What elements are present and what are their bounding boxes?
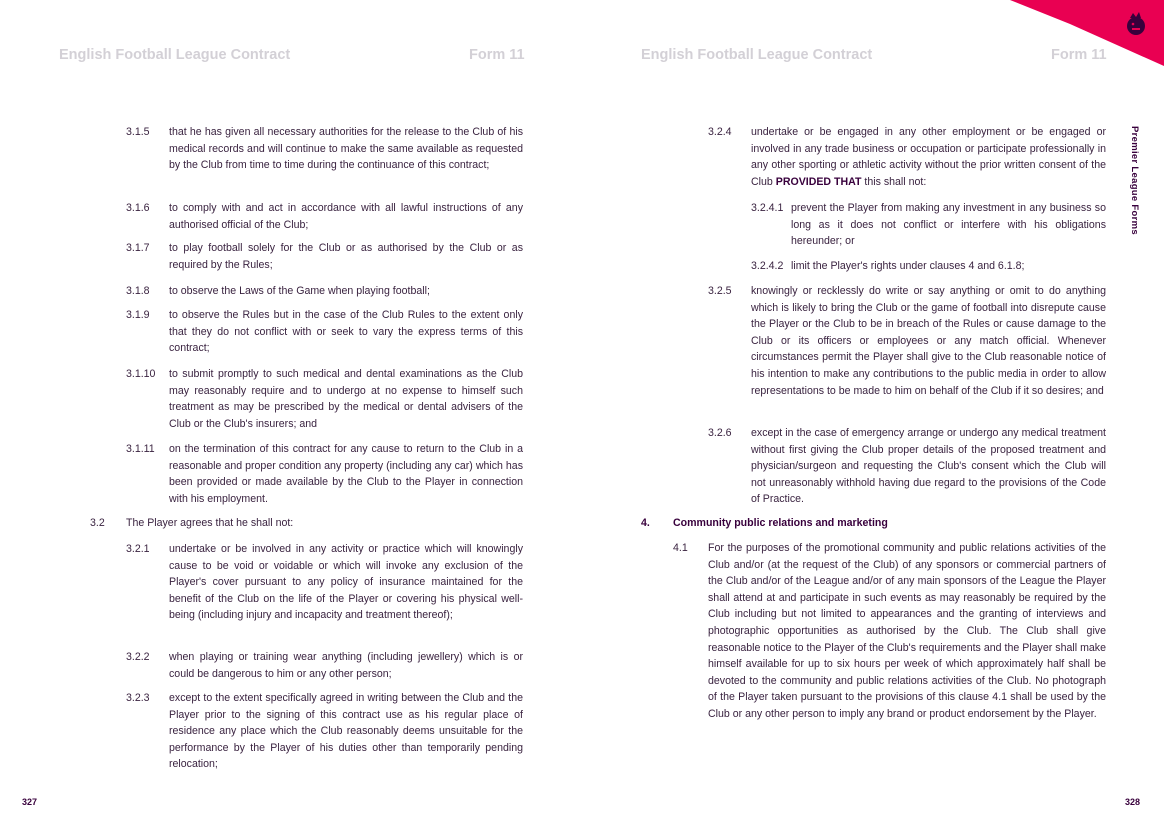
left-page-number: 327	[22, 797, 38, 807]
left-header-title: English Football League Contract	[59, 47, 291, 63]
right-header-form: Form 11	[1051, 47, 1107, 63]
right-page-content: 3.2.4 undertake or be engaged in any other employment or be engaged or involved in any trade business or occupation or participate professionally in any other sporting or athletic activity without the prior written consent of the Club PROVIDED THAT this shall not: 3.2.4.1 prevent the Player from making any investment in any business so long as it does not conflict or interfere with his obligations hereunder; or 3.2.4.2 limit the Player's rights under clauses 4 and 6.1.8; 3.2.5 knowingly or recklessly do write or say anything or omit to do anything which is likely to bring the Club or the game of football into disrepute cause the Player or the Club to be in breach of the Rules or cause damage to the Club or its officers or employees or any match official. Whenever circumstances permit the Player shall give to the Club reasonable notice of his intention to make any contributions to the public media in order to allow representations to be made to him on behalf of the Club if it so desires; and 3.2.6 except in the case of emergency arrange or undergo any medical treatment without first giving the Club proper details of the proposed treatment and physician/surgeon and requesting the Club's consent which the Club will not unreasonably withhold having due regard to the provisions of the Code of Practice. 4. Community public relations and marketing 4.1 For the purposes of the promotional community and public relations activities of the Club and/or (at the request of the Club) of any sponsors or commercial partners of the Club and/or of the League and/or of any main sponsors of the League the Player shall attend at and participate in such events as may reasonably be required by the Club including but not limited to appearances and the granting of interviews and photographic opportunities as authorised by the Club. The Club shall give reasonable notice to the Player of the Club's requirements and the Player shall make himself available for up to six hours per week of which approximately half shall be devoted to the community and public relations activities of the Club. No photograph of the Player taken pursuant to the provisions of this clause 4.1 shall be used by the Club or any other person to imply any brand or product endorsement by the Player.	[641, 126, 1106, 720]
right-header-title: English Football League Contract	[641, 47, 873, 63]
right-page-number: 328	[1125, 797, 1141, 807]
left-header-form: Form 11	[469, 47, 525, 63]
left-page-content: 3.1.5 that he has given all necessary authorities for the release to the Club of his medical records and will continue to make the same available as requested by the Club from time to time during the continuance of this contract; 3.1.6 to comply with and act in accordance with all lawful instructions of any authorised official of the Club; 3.1.7 to play football solely for the Club or as authorised by the Club or as required by the Rules; 3.1.8 to observe the Laws of the Game when playing football; 3.1.9 to observe the Rules but in the case of the Club Rules to the extent only that they do not conflict with or seek to vary the express terms of this contract; 3.1.10 to submit promptly to such medical and dental examinations as the Club may reasonably require and to undergo at no expense to himself such treatment as may be prescribed by the medical or dental advisers of the Club or the Club's insurers; and 3.1.11 on the termination of this contract for any cause to return to the Club in a reasonable and proper condition any property (including any car) which has been provided or made available by the Club to the Player in connection with his employment. 3.2 The Player agrees that he shall not: 3.2.1 undertake or be involved in any activity or practice which will knowingly cause to be void or voidable or which will invoke any exclusion of the Player's cover pursuant to any policy of insurance maintained for the benefit of the Club on the life of the Player or covering his physical well-being (including injury and incapacity and treatment thereof); 3.2.2 when playing or training wear anything (including jewellery) which is or could be dangerous to him or any other person; 3.2.3 except to the extent specifically agreed in writing between the Club and the Player prior to the signing of this contract use as his regular place of residence any place which the Club reasonably deems unsuitable for the performance by the Player of his duties other than temporarily pending relocation;	[90, 126, 523, 771]
side-label: Premier League Forms	[1129, 126, 1140, 235]
